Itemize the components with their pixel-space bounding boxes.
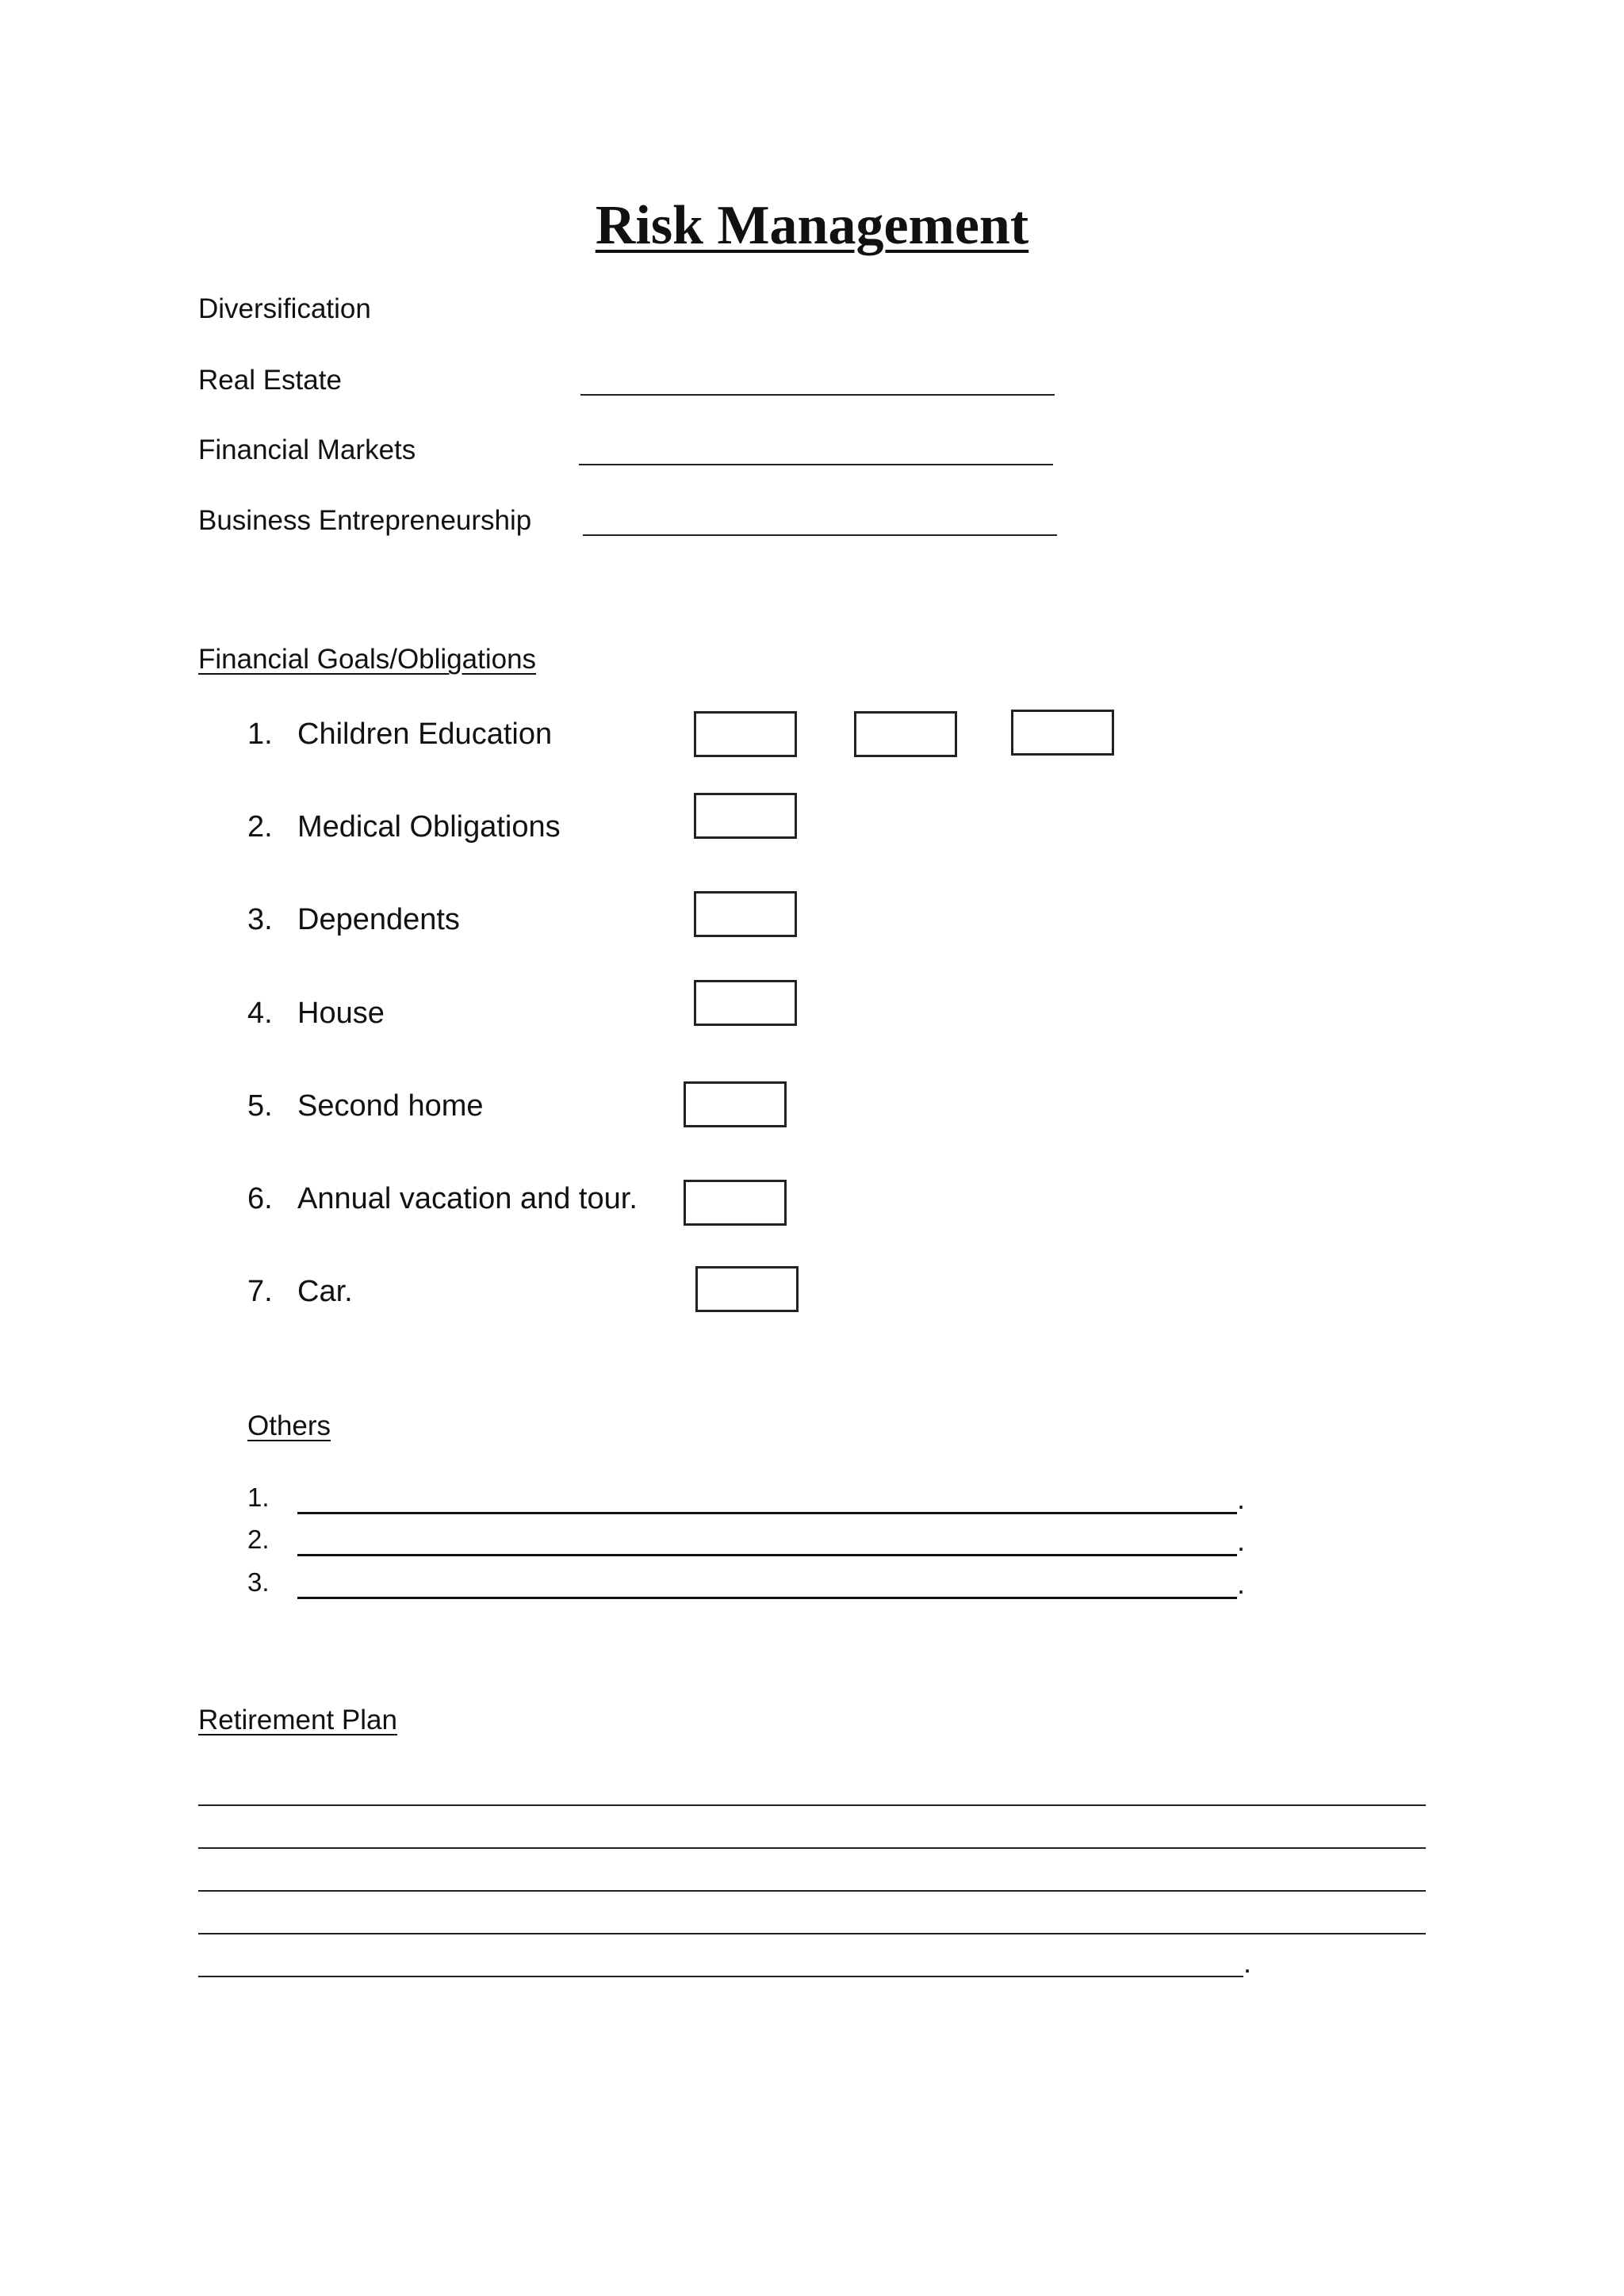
goal-medical-obligations: Medical Obligations [297,810,561,844]
retirement-plan-heading: Retirement Plan [198,1705,397,1735]
goal-annual-vacation: Annual vacation and tour. [297,1182,638,1215]
others-field-2[interactable] [297,1554,1237,1556]
diversification-heading: Diversification [198,293,371,324]
goal-number: 6. [247,1182,273,1215]
others-field-1[interactable] [297,1512,1237,1514]
goal-number: 4. [247,997,273,1030]
retirement-plan-line-4[interactable] [198,1933,1426,1934]
goal-number: 5. [247,1089,273,1123]
goal-number: 7. [247,1275,273,1308]
retirement-plan-line-2[interactable] [198,1847,1426,1849]
business-entrepreneurship-field[interactable] [583,534,1057,536]
goal-car: Car. [297,1275,353,1308]
others-end-dot: . [1237,1483,1246,1515]
goal-dependents: Dependents [297,903,460,936]
retirement-plan-line-1[interactable] [198,1804,1426,1806]
real-estate-field[interactable] [580,394,1055,396]
others-number: 3. [247,1567,270,1597]
dependents-checkbox[interactable] [694,891,797,937]
page-title: Risk Management [595,195,1029,256]
financial-goals-heading: Financial Goals/Obligations [198,644,537,675]
retirement-plan-end-dot: . [1243,1946,1252,1979]
children-education-checkbox-3[interactable] [1011,710,1114,756]
others-number: 2. [247,1525,270,1554]
real-estate-label: Real Estate [198,365,342,396]
annual-vacation-checkbox[interactable] [684,1180,787,1226]
others-end-dot: . [1237,1525,1246,1557]
children-education-checkbox-1[interactable] [694,711,797,757]
others-end-dot: . [1237,1567,1246,1600]
financial-markets-label: Financial Markets [198,434,416,465]
others-number: 1. [247,1483,270,1512]
children-education-checkbox-2[interactable] [854,711,957,757]
others-heading: Others [247,1410,331,1441]
goal-number: 2. [247,810,273,844]
goal-number: 1. [247,718,273,751]
financial-markets-field[interactable] [579,464,1053,465]
business-entrepreneurship-label: Business Entrepreneurship [198,505,532,536]
house-checkbox[interactable] [694,980,797,1026]
retirement-plan-line-3[interactable] [198,1890,1426,1892]
goal-number: 3. [247,903,273,936]
goal-house: House [297,997,385,1030]
goal-children-education: Children Education [297,718,553,751]
second-home-checkbox[interactable] [684,1081,787,1127]
medical-obligations-checkbox[interactable] [694,793,797,839]
car-checkbox[interactable] [695,1266,799,1312]
retirement-plan-line-5[interactable] [198,1976,1243,1977]
others-field-3[interactable] [297,1597,1237,1599]
goal-second-home: Second home [297,1089,484,1123]
